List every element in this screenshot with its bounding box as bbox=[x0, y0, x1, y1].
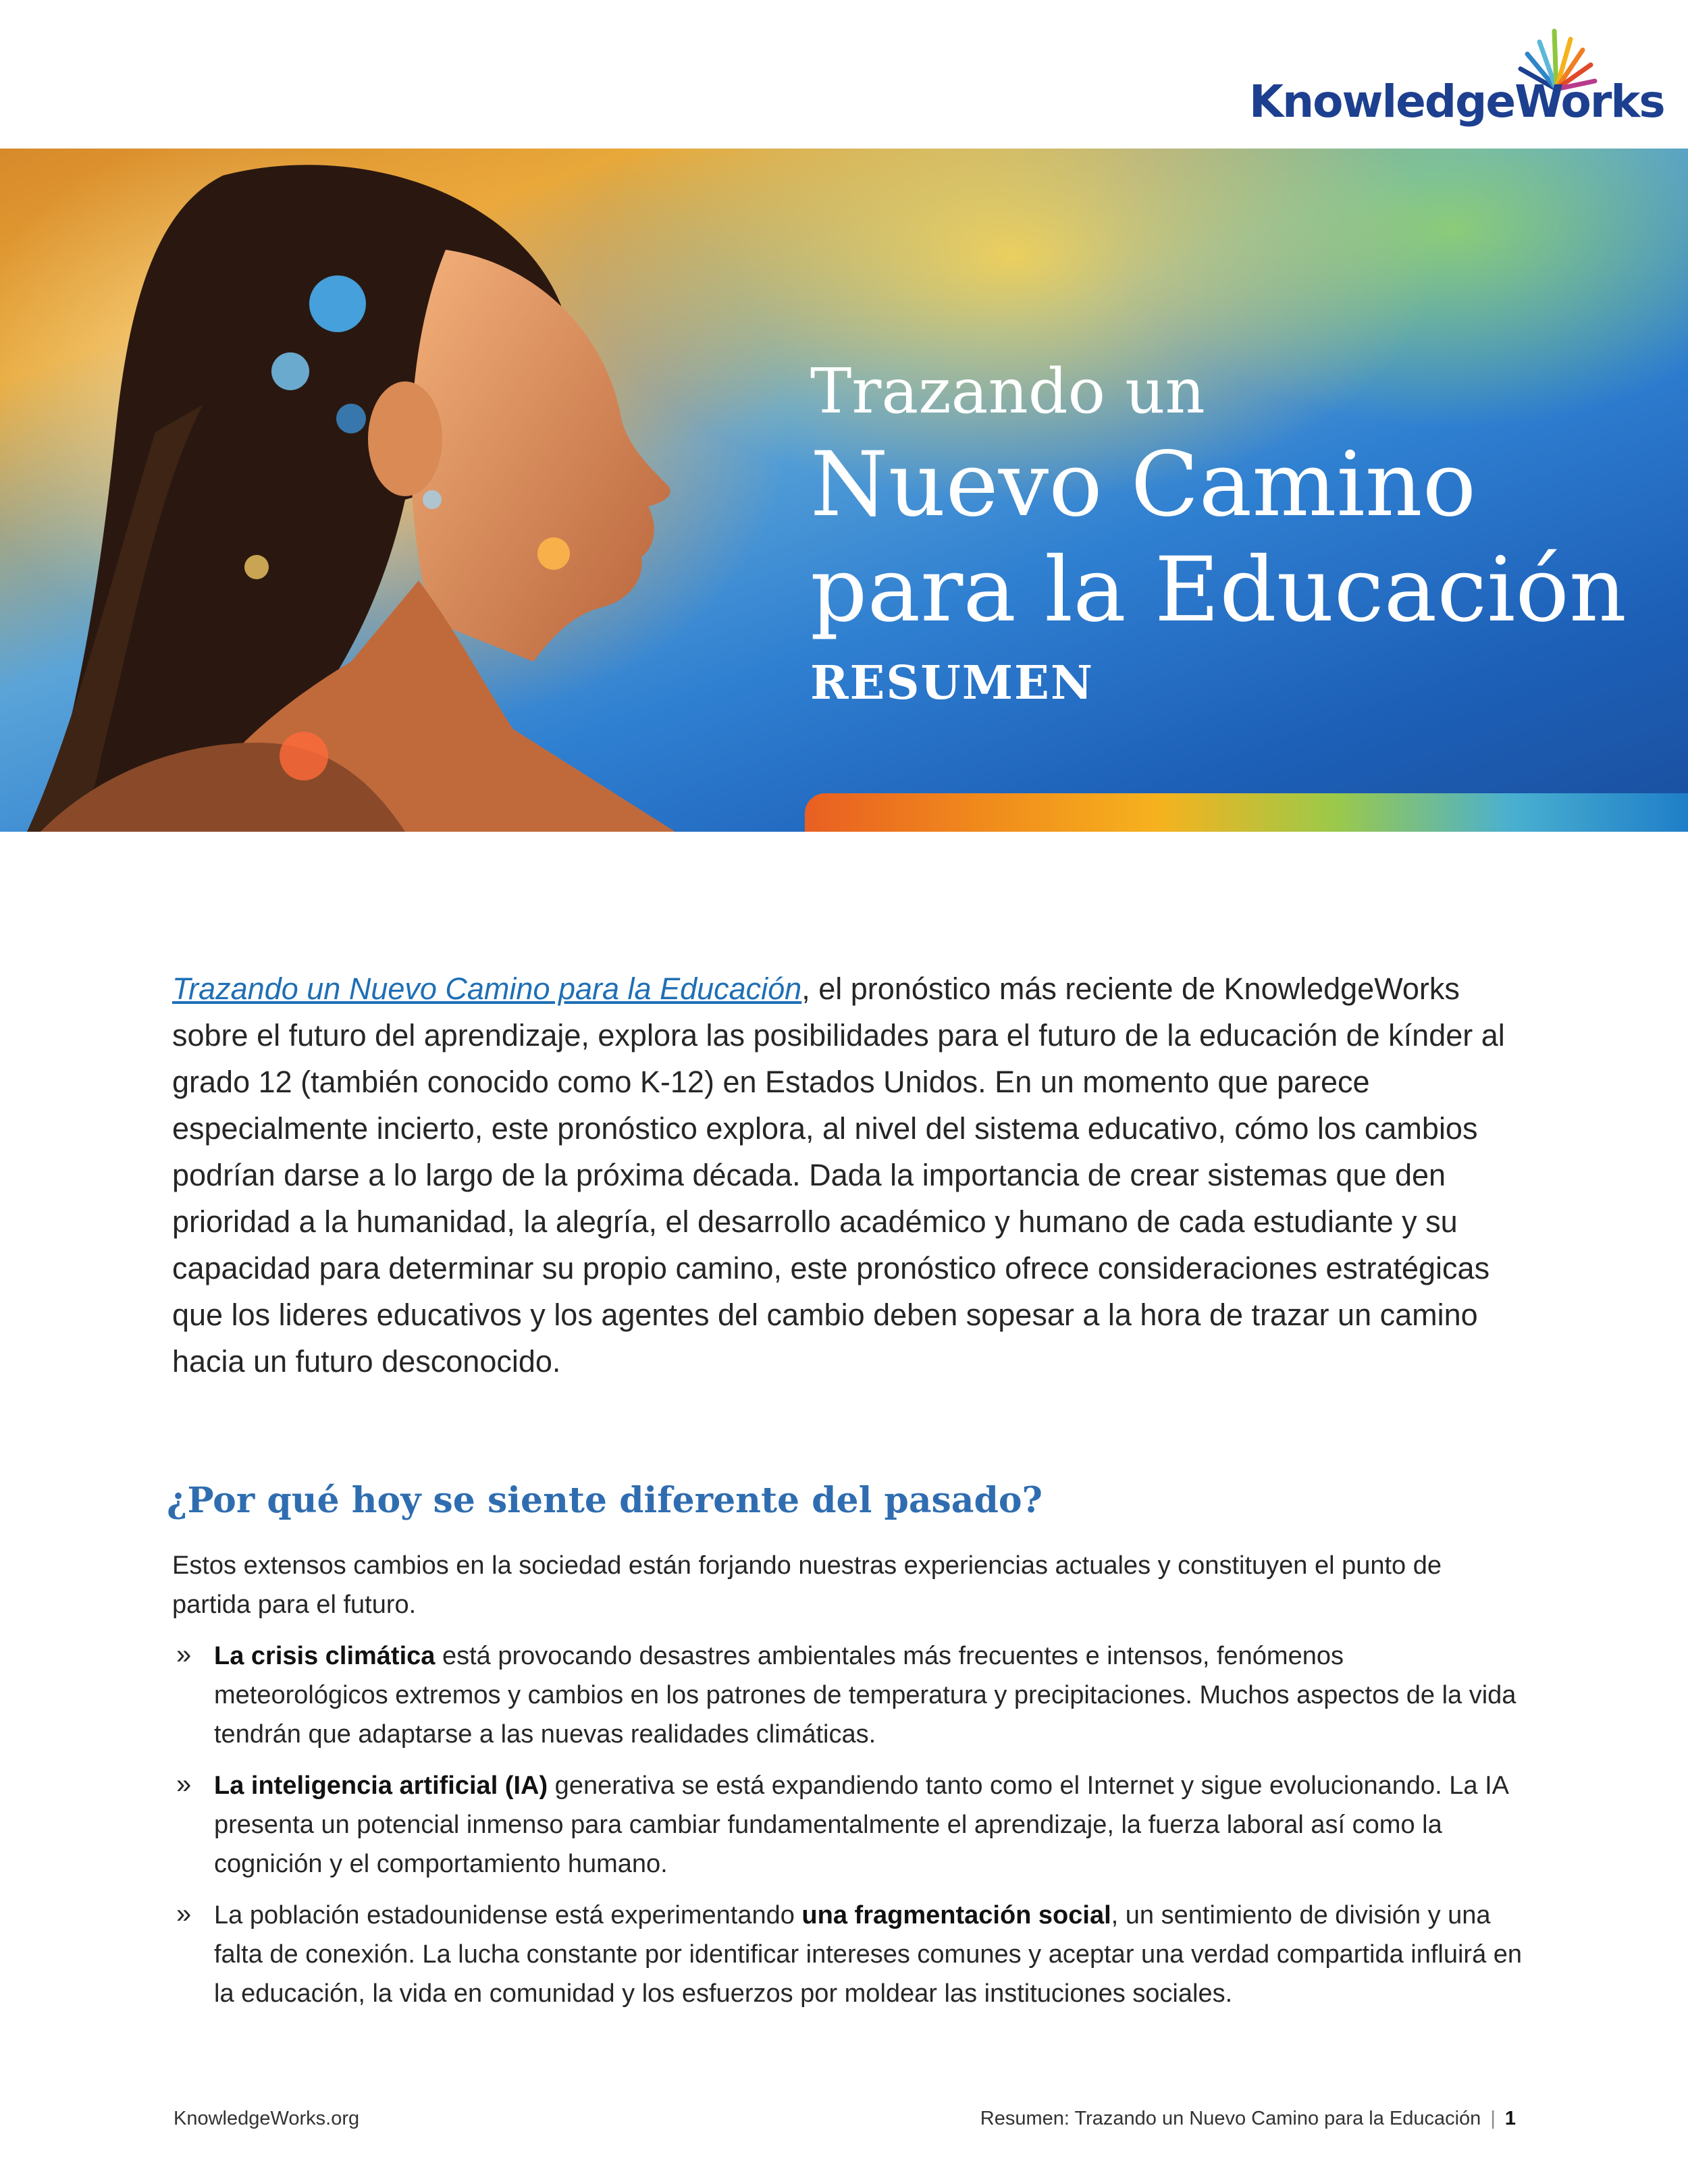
section-heading: ¿Por qué hoy se siente diferente del pasado? bbox=[167, 1480, 1043, 1521]
bullet-text-after: generativa se está expandiendo tanto como el Internet y sigue evolucionando. La IA presenta un potencial inmenso para cambiar fundamentalmente el aprendizaje, la fuerza laboral así como la cognición y el comportamiento humano. bbox=[214, 1772, 1508, 1878]
hero-banner bbox=[0, 149, 1688, 832]
hero-title bbox=[810, 351, 1627, 710]
hero-title-line-3: para la Educación bbox=[810, 538, 1627, 642]
knowledgeworks-logo bbox=[1242, 27, 1664, 128]
intro-text: , el pronóstico más reciente de KnowledgeWorks sobre el futuro del aprendizaje, explora las posibilidades para el futuro de la educación de kínder al grado 12 (también conocido como K-12) en Estados Unidos. En un momento que parece especialmente incierto, este pronóstico explora, al nivel del sistema educativo, cómo los cambios podrían darse a lo largo de la próxima década. Dada la importancia de crear sistemas que den prioridad a la humanidad, la alegría, el desarrollo académico y humano de cada estudiante y su capacidad para determinar su propio camino, este pronóstico ofrece consideraciones estratégicas que los lideres educativos y los agentes del cambio deben sopesar a la hora de trazar un camino hacia un futuro desconocido. bbox=[172, 971, 1505, 1379]
bullet-text-after: , un sentimiento de división y una falta de conexión. La lucha constante por identificar intereses comunes y aceptar una verdad compartida influirá en la educación, la vida en comunidad y los esfuerzos por moldear las instituciones sociales. bbox=[214, 1901, 1523, 2008]
logo-wordmark: KnowledgeWorks bbox=[1249, 76, 1664, 128]
intro-paragraph bbox=[172, 965, 1523, 1385]
list-item bbox=[172, 1766, 1523, 1884]
bullet-text-after: está provocando desastres ambientales más frecuentes e intensos, fenómenos meteorológicos extremos y cambios en los patrones de temperatura y precipitaciones. Muchos aspectos de la vida tendrán que adaptarse a las nuevas realidades climáticas. bbox=[214, 1642, 1516, 1749]
bullet-text-before: La población estadounidense está experimentando bbox=[214, 1901, 802, 1929]
bullet-bold-text: una fragmentación social bbox=[801, 1901, 1111, 1929]
footer-separator: | bbox=[1490, 2108, 1496, 2129]
page-number: 1 bbox=[1504, 2108, 1516, 2129]
report-title-link[interactable]: Trazando un Nuevo Camino para la Educación bbox=[172, 971, 802, 1006]
list-item bbox=[172, 1636, 1523, 1754]
list-item bbox=[172, 1896, 1523, 2013]
footer-doc-title: Resumen: Trazando un Nuevo Camino para la Educación bbox=[980, 2108, 1481, 2129]
hero-title-line-2: Nuevo Camino bbox=[810, 433, 1477, 537]
hero-gradient-bar bbox=[805, 793, 1688, 832]
bullet-bold-text: La crisis climática bbox=[214, 1642, 436, 1670]
bullet-marker-icon: » bbox=[176, 1769, 192, 1799]
bullet-bold-text: La inteligencia artificial (IA) bbox=[214, 1772, 548, 1800]
bullet-list bbox=[172, 1636, 1523, 2025]
hero-portrait-illustration bbox=[0, 149, 776, 832]
footer-doc-info bbox=[980, 2108, 1516, 2130]
hero-subtitle: RESUMEN bbox=[810, 656, 1094, 710]
bullet-marker-icon: » bbox=[176, 1640, 192, 1670]
bullet-marker-icon: » bbox=[176, 1899, 192, 1929]
hero-title-line-1: Trazando un bbox=[810, 355, 1205, 427]
footer-site[interactable]: KnowledgeWorks.org bbox=[174, 2108, 360, 2129]
section-lead: Estos extensos cambios en la sociedad están forjando nuestras experiencias actuales y constituyen el punto de partida para el futuro. bbox=[172, 1551, 1442, 1619]
